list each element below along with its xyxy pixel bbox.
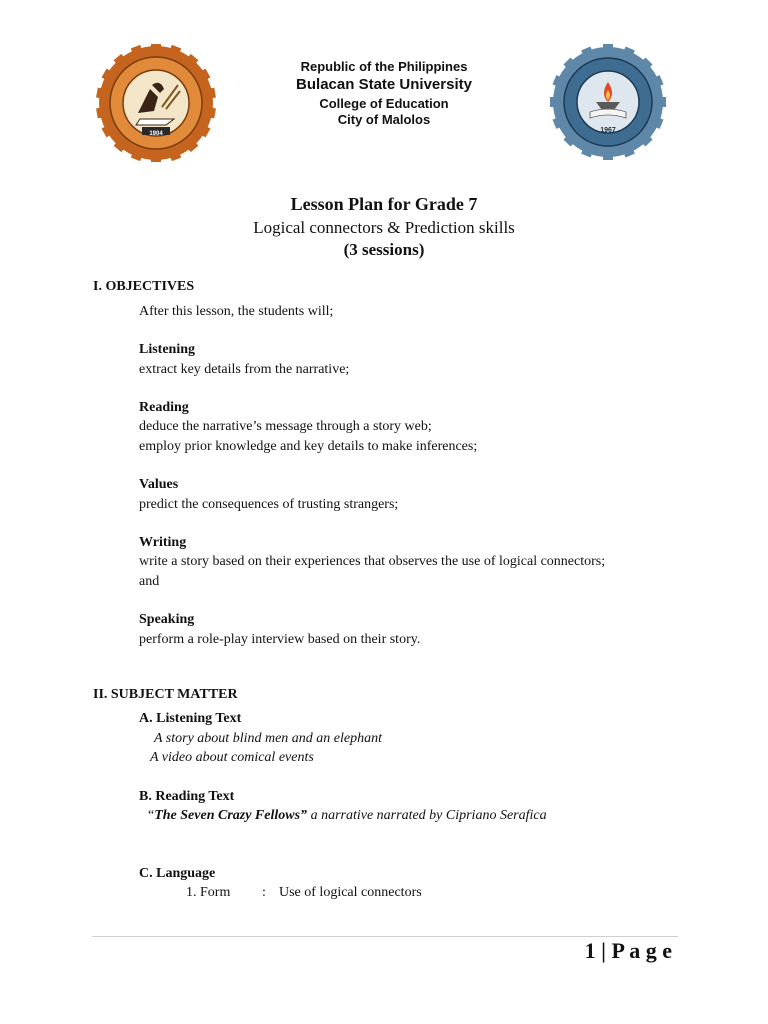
listening-objective: extract key details from the narrative;	[139, 362, 350, 377]
speaking-label: Speaking	[139, 612, 195, 627]
reading-text-label: B. Reading Text	[139, 789, 235, 804]
listening-label: Listening	[139, 342, 196, 357]
reading-objective-1: deduce the narrative’s message through a story web;	[139, 419, 432, 434]
reading-label: Reading	[139, 400, 189, 415]
header-line-republic: Republic of the Philippines	[300, 59, 468, 74]
open-quote: “	[148, 808, 155, 823]
header-line-college: College of Education	[319, 96, 449, 111]
reading-text-item	[148, 808, 547, 824]
language-label: C. Language	[139, 866, 216, 881]
language-form-value: Use of logical connectors	[279, 885, 422, 900]
sessions-count: (3 sessions)	[343, 240, 425, 259]
bulacan-state-university-seal	[94, 44, 218, 162]
language-form-separator: :	[262, 885, 266, 900]
header-line-city: City of Malolos	[337, 112, 431, 127]
svg-text:1967: 1967	[600, 127, 616, 134]
listening-text-label: A. Listening Text	[139, 711, 242, 726]
reading-objective-2: employ prior knowledge and key details to make inferences;	[139, 439, 478, 454]
lesson-plan-title: Lesson Plan for Grade 7	[290, 194, 478, 214]
writing-objective-line-1: write a story based on their experiences that observes the use of logical connectors;	[139, 554, 606, 569]
lesson-plan-subtitle: Logical connectors & Prediction skills	[253, 218, 515, 237]
page-number: 1 | P a g e	[584, 938, 672, 963]
story-description: a narrative narrated by Cipriano Serafica	[307, 808, 547, 823]
svg-text:1904: 1904	[149, 131, 163, 137]
values-label: Values	[139, 477, 179, 492]
objectives-intro: After this lesson, the students will;	[139, 304, 334, 319]
footer-divider	[92, 936, 678, 937]
story-title: The Seven Crazy Fellows”	[154, 808, 308, 823]
objectives-heading: I. OBJECTIVES	[93, 279, 195, 294]
language-form-number: 1. Form	[186, 885, 231, 900]
values-objective: predict the consequences of trusting strangers;	[139, 497, 399, 512]
listening-text-item-1: A story about blind men and an elephant	[154, 731, 382, 746]
subject-matter-heading: II. SUBJECT MATTER	[93, 687, 238, 702]
header-line-university: Bulacan State University	[296, 76, 472, 93]
speaking-objective: perform a role-play interview based on their story.	[139, 632, 421, 647]
writing-objective-line-2: and	[139, 574, 160, 589]
listening-text-item-2: A video about comical events	[150, 750, 314, 765]
writing-label: Writing	[139, 535, 187, 550]
college-of-education-seal	[546, 44, 670, 160]
